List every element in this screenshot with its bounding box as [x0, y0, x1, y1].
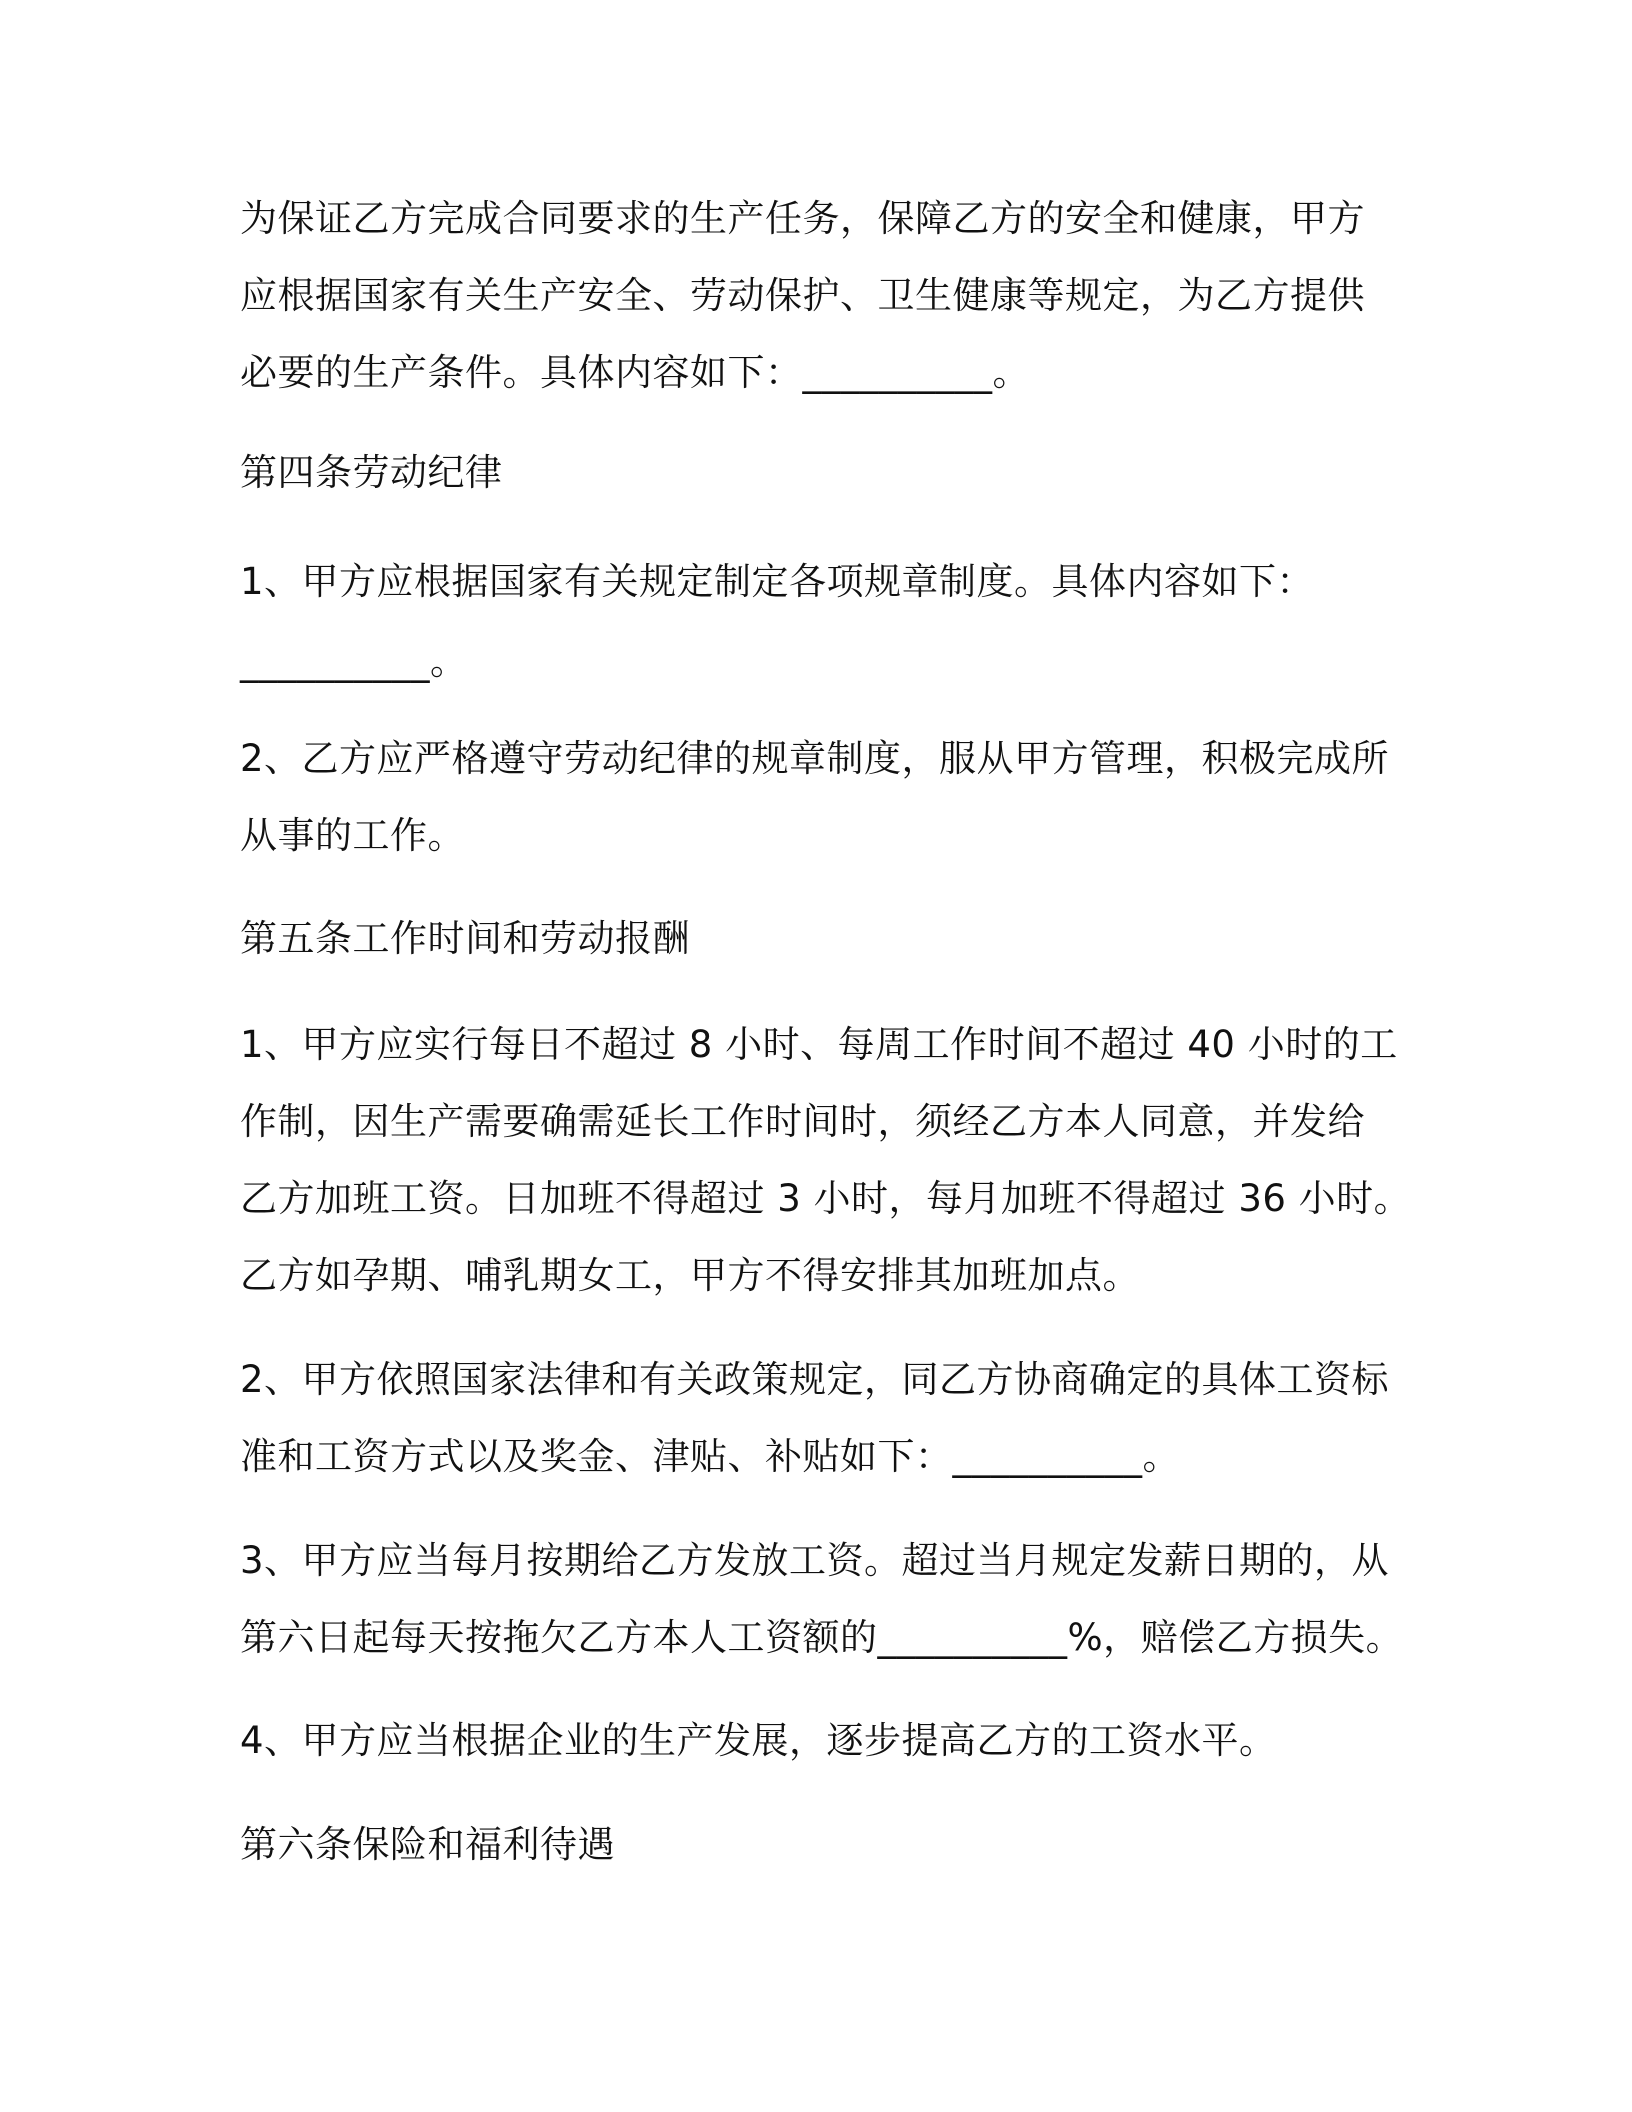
- document-page: [240, 0, 1412, 2112]
- text-line: 1、甲方应实行每日不超过 8 小时、每周工作时间不超过 40 小时的工: [240, 1023, 1398, 1066]
- text-line: 乙方加班工资。日加班不得超过 3 小时，每月加班不得超过 36 小时。: [240, 1177, 1412, 1220]
- text-line: 作制，因生产需要确需延长工作时间时，须经乙方本人同意，并发给: [240, 1100, 1365, 1143]
- text-line: 准和工资方式以及奖金、津贴、补贴如下：__________。: [240, 1435, 1180, 1478]
- text-line: 第六条保险和福利待遇: [240, 1823, 615, 1866]
- paragraph-article-4-item-1: [240, 543, 1400, 620]
- paragraph-article-5-item-4: [240, 1702, 1400, 1779]
- paragraph-safety-conditions: [240, 180, 1400, 411]
- text-line: 3、甲方应当每月按期给乙方发放工资。超过当月规定发薪日期的，从: [240, 1539, 1390, 1582]
- paragraph-article-5-item-3: [240, 1522, 1404, 1676]
- text-line: 应根据国家有关生产安全、劳动保护、卫生健康等规定，为乙方提供: [240, 274, 1365, 317]
- text-line: 第五条工作时间和劳动报酬: [240, 917, 690, 960]
- paragraph-article-4-item-1-blank: [240, 623, 1400, 700]
- text-line: 乙方如孕期、哺乳期女工，甲方不得安排其加班加点。: [240, 1254, 1140, 1297]
- text-line: 4、甲方应当根据企业的生产发展，逐步提高乙方的工资水平。: [240, 1719, 1277, 1762]
- paragraph-article-5-item-2: [240, 1341, 1400, 1495]
- text-line: 为保证乙方完成合同要求的生产任务，保障乙方的安全和健康，甲方: [240, 197, 1365, 240]
- text-line: 2、乙方应严格遵守劳动纪律的规章制度，服从甲方管理，积极完成所: [240, 737, 1390, 780]
- text-line: 第四条劳动纪律: [240, 451, 503, 494]
- paragraph-article-4-item-2: [240, 720, 1400, 874]
- text-line: 第六日起每天按拖欠乙方本人工资额的__________%，赔偿乙方损失。: [240, 1616, 1404, 1659]
- heading-article-5: [240, 900, 1400, 977]
- paragraph-article-5-item-1: [240, 1006, 1412, 1314]
- text-line: 1、甲方应根据国家有关规定制定各项规章制度。具体内容如下：: [240, 560, 1315, 603]
- heading-article-6: [240, 1806, 1400, 1883]
- text-line: 从事的工作。: [240, 814, 465, 857]
- heading-article-4: [240, 434, 1400, 511]
- text-line: 2、甲方依照国家法律和有关政策规定，同乙方协商确定的具体工资标: [240, 1358, 1390, 1401]
- text-line: __________。: [240, 640, 468, 683]
- text-line: 必要的生产条件。具体内容如下：__________。: [240, 351, 1030, 394]
